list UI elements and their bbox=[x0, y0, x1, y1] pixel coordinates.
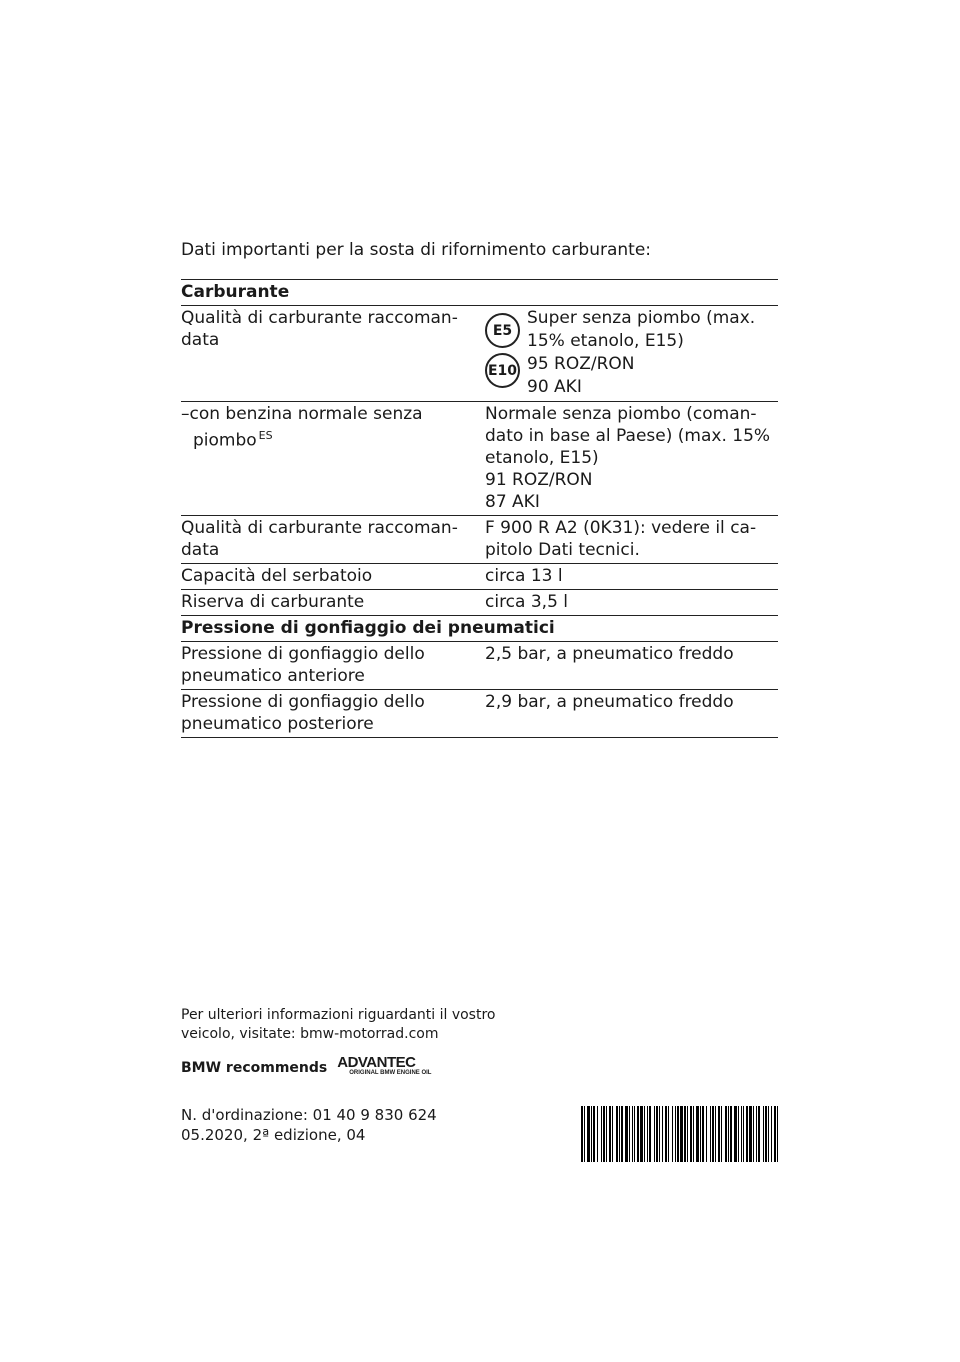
table-row bbox=[181, 642, 778, 690]
barcode-bar bbox=[771, 1106, 772, 1162]
barcode-bar bbox=[591, 1106, 592, 1162]
barcode-bar bbox=[597, 1106, 598, 1162]
fuel-quality-label: Qualità di carburante raccoman-data bbox=[181, 306, 485, 402]
table-row bbox=[181, 402, 778, 516]
barcode-bar bbox=[601, 1106, 602, 1162]
fuel-line: 90 AKI bbox=[527, 377, 582, 397]
edition-info: 05.2020, 2ª edizione, 04 bbox=[181, 1126, 366, 1144]
barcode-bar bbox=[758, 1106, 760, 1162]
barcode-bar bbox=[659, 1106, 660, 1162]
barcode-bar bbox=[706, 1106, 707, 1162]
barcode-bar bbox=[619, 1106, 620, 1162]
barcode-bar bbox=[680, 1106, 683, 1162]
fuel-quality-value-2: F 900 R A2 (0K31): vedere il ca-pitolo Dati tecnici. bbox=[485, 516, 778, 564]
barcode-bar bbox=[768, 1106, 769, 1162]
barcode-bar bbox=[654, 1106, 655, 1162]
fuel-reserve-label: Riserva di carburante bbox=[181, 590, 485, 616]
table-row bbox=[181, 306, 778, 402]
order-number: N. d'ordinazione: 01 40 9 830 624 bbox=[181, 1106, 437, 1124]
barcode-bar bbox=[675, 1106, 676, 1162]
intro-text: Dati importanti per la sosta di rifornimento carburante: bbox=[181, 240, 652, 260]
regular-fuel-label: –con benzina normale senza piombo $^{ES}$ bbox=[181, 404, 423, 451]
barcode-bar bbox=[763, 1106, 764, 1162]
barcode-bar bbox=[644, 1106, 645, 1162]
barcode-bar bbox=[712, 1106, 714, 1162]
barcode-bar bbox=[625, 1106, 628, 1162]
fuel-reserve-value: circa 3,5 l bbox=[485, 590, 778, 616]
barcode-bar bbox=[746, 1106, 748, 1162]
barcode-bar bbox=[640, 1106, 643, 1162]
barcode-bar bbox=[634, 1106, 635, 1162]
tank-capacity-value: circa 13 l bbox=[485, 564, 778, 590]
barcode-bar bbox=[693, 1106, 694, 1162]
barcode-bar bbox=[684, 1106, 686, 1162]
barcode-bar bbox=[668, 1106, 669, 1162]
section-title-tyre-pressure: Pressione di gonfiaggio dei pneumatici bbox=[181, 616, 778, 642]
e10-fuel-icon: E10 bbox=[485, 353, 520, 388]
barcode-bar bbox=[647, 1106, 648, 1162]
table-row bbox=[181, 590, 778, 616]
barcode-bar bbox=[662, 1106, 663, 1162]
barcode-bar bbox=[593, 1106, 595, 1162]
fuel-data-table bbox=[181, 279, 778, 738]
barcode-bar bbox=[765, 1106, 767, 1162]
bmw-recommends bbox=[181, 1055, 431, 1076]
table-row bbox=[181, 564, 778, 590]
section-title-fuel: Carburante bbox=[181, 280, 778, 306]
barcode-icon bbox=[581, 1106, 778, 1162]
advantec-brand: ADVANTEC bbox=[337, 1054, 416, 1071]
more-info-text: Per ulteriori informazioni riguardanti il vostro veicolo, visitate: bmw-motorrad.com bbox=[181, 1007, 496, 1042]
order-info bbox=[181, 1105, 437, 1145]
barcode-bar bbox=[584, 1106, 585, 1162]
barcode-bar bbox=[718, 1106, 720, 1162]
barcode-bar bbox=[756, 1106, 757, 1162]
barcode-bar bbox=[665, 1106, 667, 1162]
barcode-bar bbox=[621, 1106, 623, 1162]
fuel-quality-value bbox=[485, 306, 778, 402]
barcode-bar bbox=[587, 1106, 590, 1162]
barcode-bar bbox=[715, 1106, 716, 1162]
barcode-bar bbox=[743, 1106, 744, 1162]
barcode-bar bbox=[721, 1106, 722, 1162]
barcode-bar bbox=[629, 1106, 630, 1162]
barcode-bar bbox=[700, 1106, 701, 1162]
barcode-bar bbox=[696, 1106, 699, 1162]
barcode-bar bbox=[612, 1106, 613, 1162]
rear-tyre-label: Pressione di gonfiaggio dello pneumatico posteriore bbox=[181, 690, 485, 738]
front-tyre-value: 2,5 bar, a pneumatico freddo bbox=[485, 642, 778, 690]
barcode-bar bbox=[603, 1106, 605, 1162]
barcode-bar bbox=[734, 1106, 737, 1162]
advantec-logo bbox=[337, 1055, 431, 1076]
e5-fuel-icon: E5 bbox=[485, 313, 520, 348]
barcode-bar bbox=[672, 1106, 673, 1162]
barcode-bar bbox=[690, 1106, 692, 1162]
barcode-bar bbox=[637, 1106, 639, 1162]
regular-fuel-value: Normale senza piombo (coman- dato in base al Paese) (max. 15% etanolo, E15) 91 ROZ/RON 87 AKI bbox=[485, 402, 778, 516]
barcode-bar bbox=[741, 1106, 742, 1162]
barcode-bar bbox=[753, 1106, 754, 1162]
barcode-bar bbox=[606, 1106, 607, 1162]
barcode-bar bbox=[581, 1106, 583, 1162]
barcode-bar bbox=[702, 1106, 704, 1162]
barcode-bar bbox=[728, 1106, 729, 1162]
fuel-line: 95 ROZ/RON bbox=[527, 354, 635, 374]
barcode-bar bbox=[609, 1106, 611, 1162]
barcode-bar bbox=[749, 1106, 752, 1162]
barcode-bar bbox=[677, 1106, 679, 1162]
fuel-line: 15% etanolo, E15) bbox=[527, 331, 684, 351]
section-tyre-pressure bbox=[181, 616, 778, 642]
fuel-line: Super senza piombo (max. bbox=[527, 308, 756, 328]
es-footnote: ES bbox=[258, 429, 273, 442]
tank-capacity-label: Capacità del serbatoio bbox=[181, 564, 485, 590]
barcode-bar bbox=[616, 1106, 618, 1162]
advantec-subtitle: ORIGINAL BMW ENGINE OIL bbox=[349, 1070, 432, 1076]
table-row bbox=[181, 690, 778, 738]
fuel-quality-label-2: Qualità di carburante raccoman-data bbox=[181, 516, 485, 564]
barcode-bar bbox=[632, 1106, 633, 1162]
front-tyre-label: Pressione di gonfiaggio dello pneumatico anteriore bbox=[181, 642, 485, 690]
bmw-recommends-label: BMW recommends bbox=[181, 1060, 328, 1076]
barcode-bar bbox=[730, 1106, 732, 1162]
barcode-bar bbox=[649, 1106, 651, 1162]
barcode-bar bbox=[725, 1106, 727, 1162]
barcode-bar bbox=[656, 1106, 658, 1162]
table-row bbox=[181, 516, 778, 564]
barcode-bar bbox=[738, 1106, 739, 1162]
barcode-bar bbox=[777, 1106, 778, 1162]
rear-tyre-value: 2,9 bar, a pneumatico freddo bbox=[485, 690, 778, 738]
section-fuel bbox=[181, 280, 778, 306]
barcode-bar bbox=[710, 1106, 711, 1162]
barcode-bar bbox=[687, 1106, 688, 1162]
barcode-bar bbox=[774, 1106, 776, 1162]
